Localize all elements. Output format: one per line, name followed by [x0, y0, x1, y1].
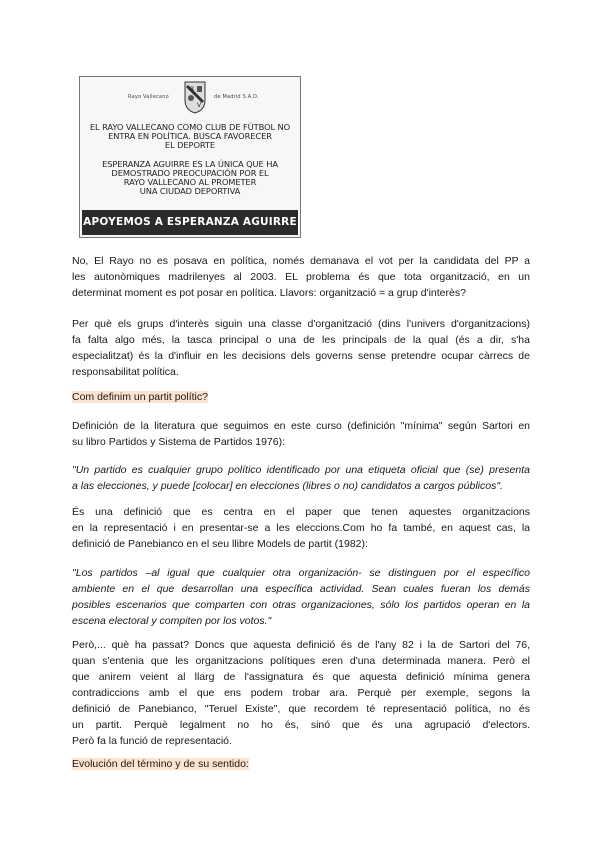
text-line: responsabilitat política. [72, 366, 179, 378]
text-line: un partit. Perquè legalment no ho és, sinó que és una agrupació d'electors. [72, 719, 530, 731]
heading-text: Evolución del término y de su sentido: [72, 758, 249, 770]
paragraph-2 [72, 316, 530, 380]
paragraph-4 [72, 504, 530, 552]
text-line: que anirem veient al llarg de l'assignatura és que aquesta definició mínima genera [72, 671, 530, 683]
advertisement-text-block-2 [80, 160, 300, 196]
section-heading-partit-politic [72, 389, 208, 405]
ad-line: ESPERANZA AGUIRRE ES LA ÚNICA QUE HA [102, 159, 278, 169]
ad-line: EL DEPORTE [164, 140, 216, 150]
ad-line: EL RAYO VALLECANO COMO CLUB DE FÚTBOL NO [89, 122, 291, 132]
svg-text:V: V [197, 102, 202, 109]
text-line: les autonòmiques madrilenyes al 2003. EL problema és que tota organització, en un [72, 271, 530, 283]
text-line: posibles escenarios que comparten con otras organizaciones, sólo los partidos operan en la [72, 599, 530, 611]
logo-text-right: de Madrid S.A.D. [214, 94, 259, 100]
advertisement-banner: APOYEMOS A ESPERANZA AGUIRRE [82, 210, 298, 235]
text-line: "Un partido es cualquier grupo político identificado por una etiqueta oficial que (se) presenta [72, 464, 530, 476]
section-heading-evolucion [72, 756, 249, 772]
paragraph-5 [72, 637, 530, 749]
text-line: en la representació i en presentar-se a les eleccions.Com ho fa també, en aquest cas, la [72, 522, 530, 534]
text-line: fa falta algo més, la tasca principal o una de les principals de la qual (és a dir, s'ha [72, 334, 530, 346]
text-line: su libro Partidos y Sistema de Partidos 1976): [72, 436, 286, 448]
text-line: És una definició que es centra en el paper que tenen aquestes organitzacions [72, 506, 530, 518]
ad-line: UNA CIUDAD DEPORTIVA [139, 186, 241, 196]
ad-line: RAYO VALLECANO AL PROMETER [123, 177, 257, 187]
text-line: Per què els grups d'interès siguin una classe d'organització (dins l'univers d'organitzacions) [72, 318, 530, 330]
heading-text: Com definim un partit polític? [72, 391, 208, 403]
svg-text:R: R [190, 86, 195, 93]
paragraph-1 [72, 253, 530, 301]
logo-text-left: Rayo Vallecano [128, 94, 169, 100]
text-line: No, El Rayo no es posava en política, només demanava el vot per la candidata del PP a [72, 255, 530, 267]
quote-panebianco [72, 565, 530, 629]
club-crest-icon [183, 80, 207, 114]
paragraph-3 [72, 418, 530, 450]
text-line: Però,... què ha passat? Doncs que aquesta definició és de l'any 82 i la de Sartori del 76, [72, 639, 530, 651]
rayo-vallecano-advertisement [79, 76, 301, 238]
ad-line: DEMOSTRADO PREOCUPACIÓN POR EL [111, 168, 269, 178]
advertisement-text-block-1 [80, 123, 300, 150]
advertisement-header [80, 77, 300, 119]
text-line: especialitzat) és la d'influir en les decisions dels governs sense pretendre ocupar càrrecs de [72, 350, 530, 362]
text-line: quan s'entenia que les organitzacions polítiques eren d'una determinada manera. Però el [72, 655, 530, 667]
text-line: determinat moment es pot posar en política. Llavors: organització = a grup d'interès? [72, 287, 466, 299]
text-line: ambiente en el que desarrollan una específica actividad. Sean cuales fueran los demás [72, 583, 530, 595]
text-line: contradiccions amb el que ens podem trobar ara. Perquè per exemple, segons la [72, 687, 530, 699]
text-line: escena electoral y compiten por los votos." [72, 615, 272, 627]
text-line: definició de Panebianco, "Teruel Existe", que recordem té representació política, no és [72, 703, 530, 715]
quote-sartori [72, 462, 530, 494]
text-line: a las elecciones, y puede [colocar] en elecciones (libres o no) candidatos a cargos públicos". [72, 480, 503, 492]
text-line: "Los partidos –al igual que cualquier otra organización- se distinguen por el específico [72, 567, 530, 579]
ad-line: ENTRA EN POLÍTICA. BUSCA FAVORECER [108, 131, 272, 141]
text-line: Definición de la literatura que seguimos en este curso (definición "mínima" según Sartori en [72, 420, 530, 432]
text-line: Però fa la funció de representació. [72, 735, 232, 747]
text-line: definició de Panebianco en el seu llibre Models de partit (1982): [72, 538, 368, 550]
